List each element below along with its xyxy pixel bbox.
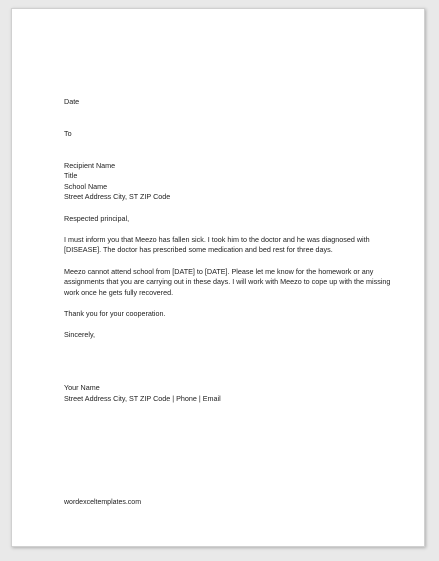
sender-contact: Street Address City, ST ZIP Code | Phone | Email [64,393,221,403]
recipient-address: Street Address City, ST ZIP Code [64,192,171,202]
sender-name: Your Name [64,383,100,393]
thanks-line: Thank you for your cooperation. [64,308,166,318]
paragraph-absence: Meezo cannot attend school from [DATE] to [DATE]. Please let me know for the homework or any assignments that you are carrying out in these days. I will work with Meezo to cope up with the missing work once he gets fully recovered. [64,266,391,297]
recipient-name: Recipient Name [64,160,116,170]
letter-page [11,8,425,547]
salutation: Respected principal, [64,213,130,223]
closing-line: Sincerely, [64,330,96,340]
watermark-text: wordexceltemplates.com [64,499,142,506]
date-line: Date [64,97,80,106]
letter-body [64,97,394,404]
recipient-title: Title [64,171,78,181]
paragraph-illness: I must inform you that Meezo has fallen sick. I took him to the doctor and he was diagnosed with [DISEASE]. The doctor has prescribed some medication and bed rest for three days. [64,234,370,255]
to-line: To [64,128,72,138]
school-name: School Name [64,181,108,191]
